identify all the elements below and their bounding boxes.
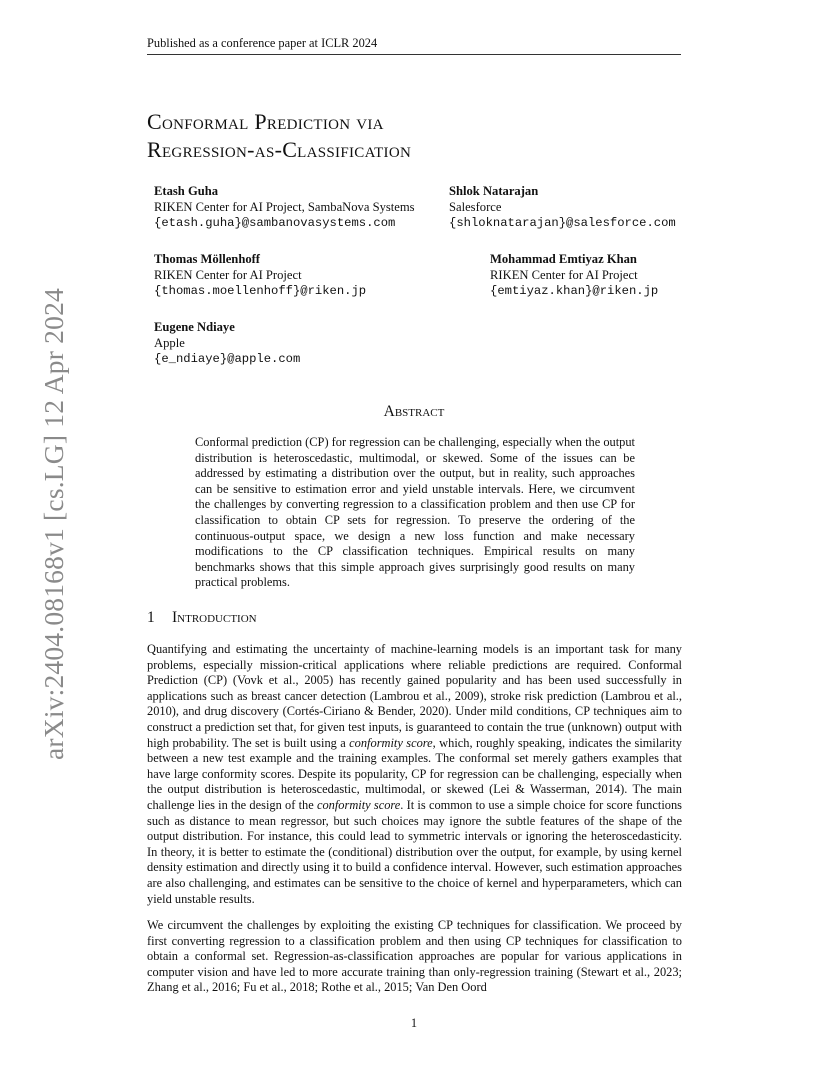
text-run: , which, roughly speaking, indicates the similarity between a new test example and the training examples. The conformal set merely gathers examples that have large conformity scores. Despite its popularity, CP for regression can be challenging, especially when the output distribution is heteroscedastic, multimodal, or skewed (Lei & Wasserman, 2014). The main challenge lies in the design of the xyxy=(147,735,682,812)
abstract-heading: Abstract xyxy=(383,403,445,420)
author-affiliation: Salesforce xyxy=(449,200,502,214)
paper-title xyxy=(147,108,707,164)
author-email: {etash.guha}@sambanovasystems.com xyxy=(154,216,396,230)
author-email: {thomas.moellenhoff}@riken.jp xyxy=(154,284,367,298)
section-number: 1 xyxy=(147,609,155,626)
abstract-text: Conformal prediction (CP) for regression can be challenging, especially when the output distribution is heteroscedastic, multimodal, or skewed. Some of the issues can be addressed by estimating a distribution over the output, but in reality, such approaches can be sensitive to estimation error and yield unstable intervals. Here, we circumvent the challenges by converting regression to a classification problem and then use CP for classification to obtain CP sets for regression. To preserve the ordering of the continuous-output space, we design a new loss function and make necessary modifications to the CP classification techniques. Empirical results on many benchmarks shows that this simple approach gives surprisingly good results on many practical problems. xyxy=(195,435,635,590)
author-email: {e_ndiaye}@apple.com xyxy=(154,352,301,366)
author-affiliation: RIKEN Center for AI Project xyxy=(490,268,638,282)
emphasis: conformity score xyxy=(349,735,433,750)
author-affiliation: Apple xyxy=(154,336,185,350)
page-number: 1 xyxy=(410,1016,418,1030)
author-name: Eugene Ndiaye xyxy=(154,320,235,334)
author-name: Thomas Möllenhoff xyxy=(154,252,261,266)
emphasis: conformity score xyxy=(316,797,401,812)
title-line-2: Regression-as-Classification xyxy=(147,137,412,162)
author-block xyxy=(490,251,658,299)
author-name: Etash Guha xyxy=(154,184,219,198)
text-run: Quantifying and estimating the uncertainty of machine-learning models is an important task for many problems, especially mission-critical applications where reliable predictions are required. Conformal Prediction (CP) (Vovk et al., 2005) has recently gained popularity and has been used successfully in applications such as breast cancer detection (Lambrou et al., 2009), stroke risk prediction (Lambrou et al., 2010), and drug discovery (Cortés-Ciriano & Bender, 2020). Under mild conditions, CP techniques aim to construct a prediction set that, for given test inputs, is guaranteed to contain the true (unknown) output with high probability. The set is built using a xyxy=(147,642,682,750)
author-affiliation: RIKEN Center for AI Project, SambaNova Systems xyxy=(154,200,415,214)
intro-paragraph-1 xyxy=(147,642,682,907)
author-email: {shloknatarajan}@salesforce.com xyxy=(449,216,676,230)
arxiv-id: arXiv:2404.08168v1 [cs.LG] 12 Apr 2024 xyxy=(38,288,69,760)
author-affiliation: RIKEN Center for AI Project xyxy=(154,268,302,282)
intro-paragraph-2: We circumvent the challenges by exploiting the existing CP techniques for classification. We proceed by first converting regression to a classification problem and then using CP techniques for classification to obtain a conformal set. Regression-as-classification approaches are popular for various applications in computer vision and have led to more accurate training than only-regression training (Stewart et al., 2023; Zhang et al., 2016; Fu et al., 2018; Rothe et al., 2015; Van Den Oord xyxy=(147,918,682,995)
section-title: Introduction xyxy=(172,609,257,626)
author-email: {emtiyaz.khan}@riken.jp xyxy=(490,284,659,298)
introduction-heading xyxy=(147,609,257,627)
author-block xyxy=(154,319,300,367)
title-line-1: Conformal Prediction via xyxy=(147,109,384,134)
author-name: Mohammad Emtiyaz Khan xyxy=(490,252,637,266)
author-block xyxy=(449,183,676,231)
author-name: Shlok Natarajan xyxy=(449,184,539,198)
author-block xyxy=(154,183,415,231)
running-header: Published as a conference paper at ICLR 2024 xyxy=(147,36,681,55)
text-run: . It is common to use a simple choice for score functions such as distance to mean regressor, but such choices may ignore the subtle features of the shape of the output distribution. For instance, this could lead to symmetric intervals or ignoring the heteroscedasticity. In theory, it is better to estimate the (conditional) distribution over the output, for example, by using kernel density estimation and directly using it to build a confidence interval. However, such estimation approaches are also challenging, and estimates can be sensitive to the choice of kernel and hyperparameters, which can yield unstable results. xyxy=(147,797,682,906)
arxiv-stamp xyxy=(38,290,68,760)
author-block xyxy=(154,251,366,299)
